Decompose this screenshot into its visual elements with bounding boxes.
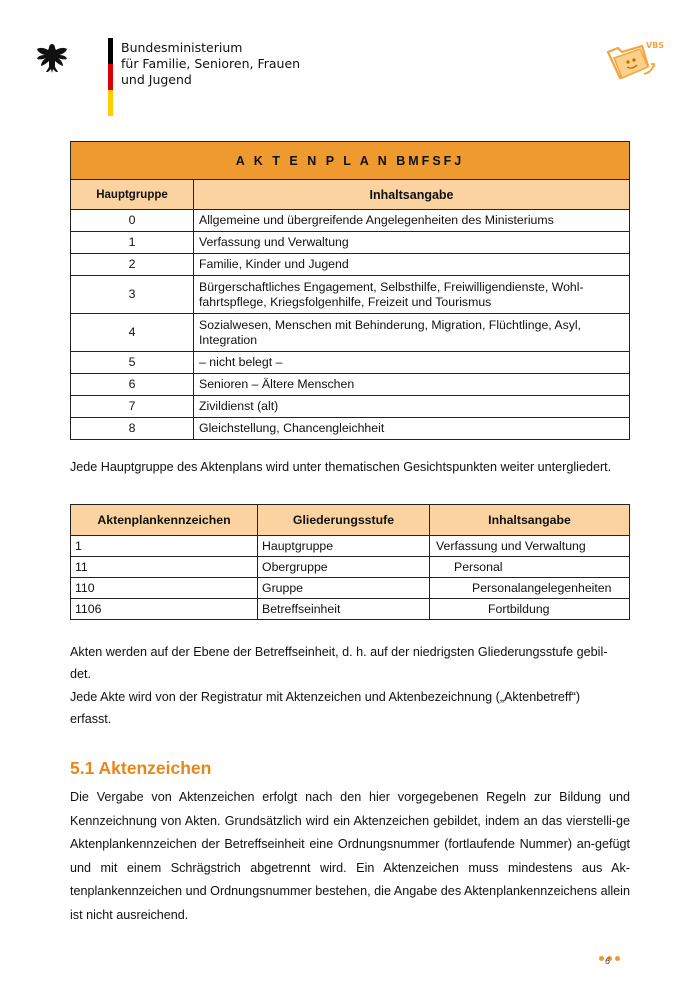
table-row: 2 Familie, Kinder und Jugend	[71, 254, 630, 276]
table-row: 1 Verfassung und Verwaltung	[71, 232, 630, 254]
table-row: 5 – nicht belegt –	[71, 352, 630, 374]
table-row: 1106 Betreffseinheit Fortbildung	[71, 599, 630, 620]
page-header	[36, 38, 666, 118]
table-row: 6 Senioren – Ältere Menschen	[71, 374, 630, 396]
svg-text:VBS: VBS	[646, 41, 665, 50]
paragraph-untergliederung: Jede Hauptgruppe des Aktenplans wird unter thematischen Gesichtspunkten weiter untergliedert.	[70, 460, 612, 474]
table-row: 8 Gleichstellung, Chancengleichheit	[71, 418, 630, 440]
german-flag-bar	[108, 38, 113, 116]
table-row: 3 Bürgerschaftliches Engagement, Selbsthilfe, Freiwilligendienste, Wohl-fahrtspflege, Kriegsfolgenhilfe, Freizeit und Tourismus	[71, 276, 630, 314]
paragraph-registratur: Jede Akte wird von der Registratur mit Aktenzeichen und Aktenbezeichnung („Aktenbetreff“) erfasst.	[70, 690, 581, 726]
column-header-gliederungsstufe: Gliederungsstufe	[258, 505, 430, 536]
table-row: 7 Zivildienst (alt)	[71, 396, 630, 418]
federal-eagle-icon	[36, 42, 68, 80]
column-header-inhaltsangabe: Inhaltsangabe	[194, 180, 630, 210]
column-header-aktenplankennzeichen: Aktenplankennzeichen	[71, 505, 258, 536]
footer-dots-icon	[599, 948, 625, 956]
table-row: 4 Sozialwesen, Menschen mit Behinderung, Migration, Flüchtlinge, Asyl, Integration	[71, 314, 630, 352]
table-row: 11 Obergruppe Personal	[71, 557, 630, 578]
aktenplan-title: A K T E N P L A N BMFSFJ	[71, 142, 630, 180]
aktenplan-table	[70, 141, 630, 440]
column-header-hauptgruppe: Hauptgruppe	[71, 180, 194, 210]
table-row: 0 Allgemeine und übergreifende Angelegenheiten des Ministeriums	[71, 210, 630, 232]
ministry-name: Bundesministerium für Familie, Senioren, Frauen und Jugend	[121, 40, 301, 87]
section-heading: 5.1 Aktenzeichen	[70, 758, 212, 778]
section-body: Die Vergabe von Aktenzeichen erfolgt nach den hier vorgegebenen Regeln zur Bildung und Kennzeichnung von Akten. Grundsätzlich wird ein Aktenzeichen gebildet, indem an das vierstelli-ge Aktenplankennzeichen der Betreffseinheit eine Ordnungsnummer (fortlaufende Nummer) an-gefügt und mit einem Schrägstrich abgetrennt wird. Ein Aktenzeichen muss mindestens aus Ak-tenplankennzeichen und Ordnungsnummer bestehen, die Angabe des Aktenplankennzeichens allein ist nicht ausreichend.	[70, 790, 630, 922]
column-header-inhaltsangabe: Inhaltsangabe	[430, 505, 630, 536]
gliederung-table	[70, 504, 630, 620]
vbs-folder-logo-icon	[604, 38, 666, 86]
paragraph-akten-ebene: Akten werden auf der Ebene der Betreffseinheit, d. h. auf der niedrigsten Gliederungsstufe gebil- det.	[70, 645, 608, 681]
table-row: 110 Gruppe Personalangelegenheiten	[71, 578, 630, 599]
page-number: 6	[605, 956, 611, 966]
table-row: 1 Hauptgruppe Verfassung und Verwaltung	[71, 536, 630, 557]
